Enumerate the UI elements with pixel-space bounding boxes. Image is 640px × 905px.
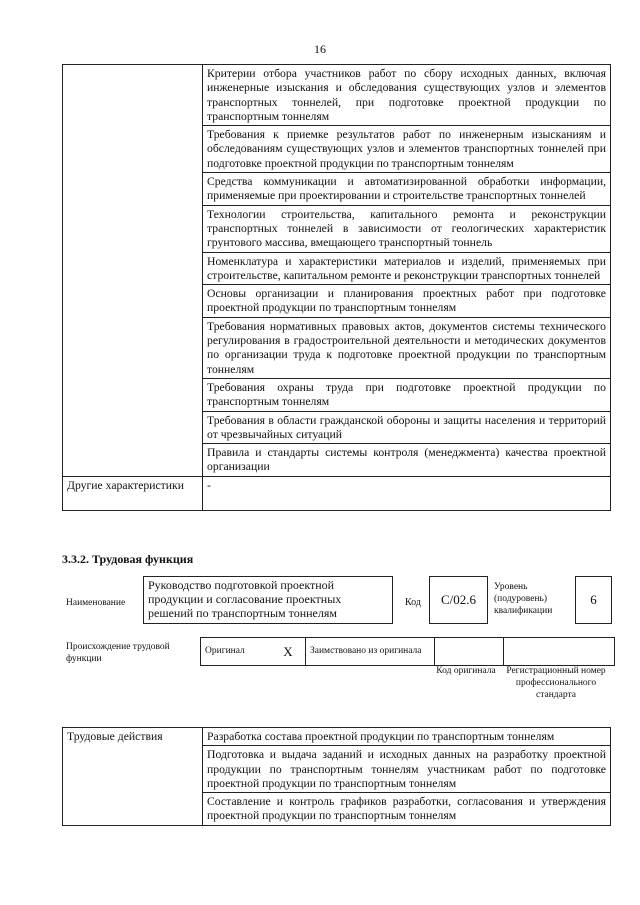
origin-table	[200, 637, 615, 666]
action-cell: Разработка состава проектной продукции по транспортным тоннелям	[203, 728, 611, 746]
origin-label: Происхождение трудовой функции	[66, 642, 170, 664]
action-cell: Составление и контроль графиков разработки, согласования и утверждения проектной продукции по транспортным тоннелям	[203, 793, 611, 826]
labor-actions-table	[62, 727, 611, 826]
level-label: Уровень (подуровень) квалификации	[494, 582, 553, 616]
function-name-value: Руководство подготовкой проектной продукции и согласование проектных решений по транспортным тоннелям	[143, 576, 393, 624]
table-row	[63, 476, 611, 510]
knowledge-cell: Требования в области гражданской обороны и защиты населения и территорий от чрезвычайных ситуаций	[203, 411, 611, 444]
original-code-label: Код оригинала	[436, 666, 496, 676]
table-row	[63, 728, 611, 746]
section-heading: 3.3.2. Трудовая функция	[62, 552, 194, 566]
knowledge-cell: Правила и стандарты системы контроля (менеджмента) качества проектной организации	[203, 444, 611, 477]
knowledge-cell: Средства коммуникации и автоматизированной обработки информации, применяемые при проектировании и строительстве транспортных тоннелей	[203, 173, 611, 206]
labor-actions-label: Трудовые действия	[63, 728, 203, 826]
action-cell: Подготовка и выдача заданий и исходных данных на разработку проектной продукции по транспортным тоннелям участникам работ по подготовке проектной продукции по транспортным тоннелям	[203, 746, 611, 793]
knowledge-cell: Требования нормативных правовых актов, документов системы технического регулирования в градостроительной деятельности и методических документов по организации труда к подготовке проектной продукции по транспортным тоннелям	[203, 317, 611, 378]
knowledge-table	[62, 64, 611, 511]
function-code-value: С/02.6	[429, 576, 488, 624]
other-characteristics-label: Другие характеристики	[63, 476, 203, 510]
level-value: 6	[575, 576, 612, 624]
knowledge-cell: Номенклатура и характеристики материалов и изделий, применяемых при строительстве, капитальном ремонте и реконструкции транспортных тоннелей	[203, 252, 611, 285]
knowledge-cell: Требования к приемке результатов работ по инженерным изысканиям и обследованиям существующих узлов и элементов транспортных тоннелей при подготовке проектной продукции по транспортным тоннелям	[203, 126, 611, 173]
name-label: Наименование	[66, 598, 126, 608]
knowledge-cell: Основы организации и планирования проектных работ при подготовке проектной продукции по транспортным тоннелям	[203, 285, 611, 318]
borrowed-label: Заимствовано из оригинала	[306, 638, 435, 666]
page-number: 16	[314, 42, 326, 56]
original-mark: X	[271, 638, 306, 666]
registration-number-label: Регистрационный номер профессионального стандарта	[506, 666, 606, 700]
code-label: Код	[405, 597, 421, 608]
other-characteristics-value: -	[203, 476, 611, 510]
knowledge-cell: Требования охраны труда при подготовке проектной продукции по транспортным тоннелям	[203, 378, 611, 411]
registration-number-cell	[504, 638, 615, 666]
original-code-cell	[435, 638, 504, 666]
knowledge-cell: Критерии отбора участников работ по сбору исходных данных, включая инженерные изыскания и обследования существующих узлов и элементов транспортных тоннелей, при подготовке проектной продукции по транспортным тоннелям	[203, 65, 611, 126]
knowledge-cell: Технологии строительства, капитального ремонта и реконструкции транспортных тоннелей в зависимости от геологических характеристик грунтового массива, вмещающего транспортный тоннель	[203, 205, 611, 252]
original-label: Оригинал	[201, 638, 272, 666]
table-row	[63, 65, 611, 126]
left-empty-cell	[63, 65, 203, 477]
